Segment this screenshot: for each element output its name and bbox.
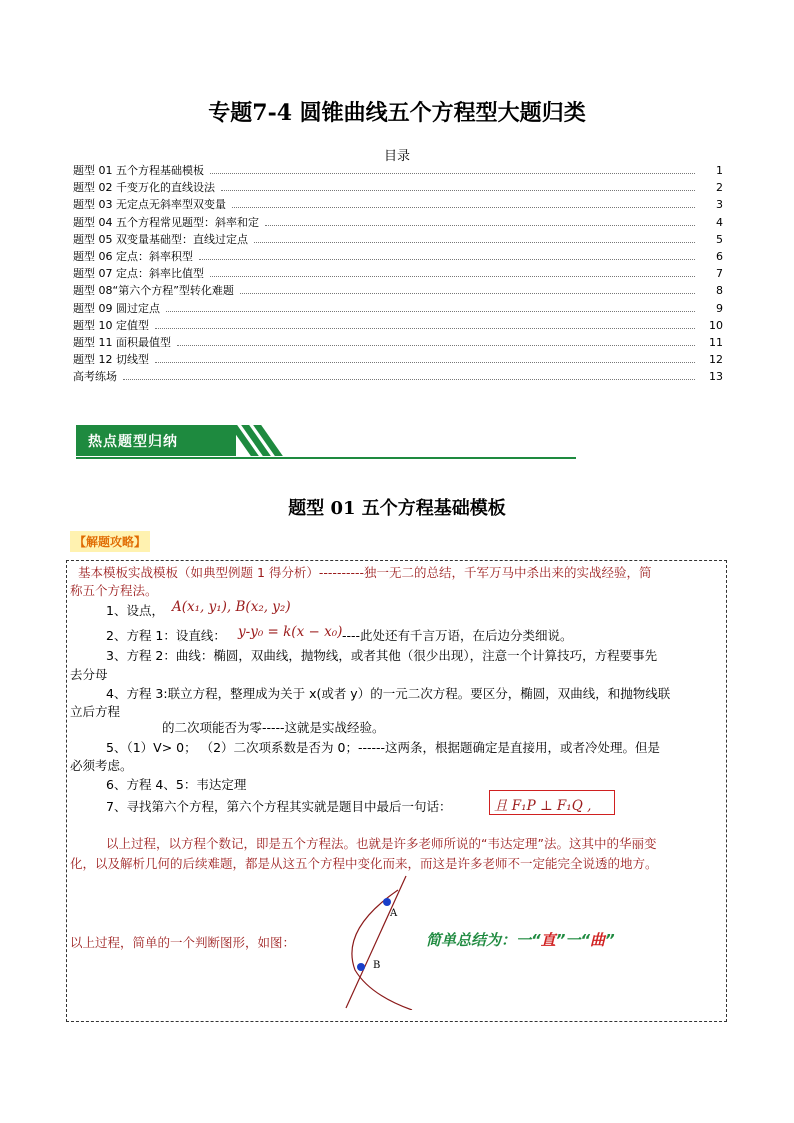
toc-entry-page: 5 <box>716 232 723 246</box>
toc-entry-page: 4 <box>716 215 723 229</box>
intersection-point-a <box>383 898 391 906</box>
step-5-line-1: 5、（1）V> 0； （2）二次项系数是否为 0；------这两条，根据题确定是直接用，或者冷处理。但是 <box>106 740 661 755</box>
toc-entry[interactable] <box>73 334 723 351</box>
toc-leader-dots <box>265 225 695 226</box>
toc-entry-label: 题型 08“第六个方程”型转化难题 <box>73 284 234 298</box>
toc-entry-label: 题型 06 定点：斜率积型 <box>73 249 193 263</box>
toc-entry-page: 8 <box>716 284 723 298</box>
point-b-label: B <box>373 960 381 971</box>
toc-entry-label: 题型 01 五个方程基础模板 <box>73 164 204 177</box>
toc-leader-dots <box>210 276 695 277</box>
toc-entry-label: 题型 03 无定点无斜率型双变量 <box>73 198 226 212</box>
toc-leader-dots <box>240 293 695 294</box>
summary-text <box>426 929 615 950</box>
summary-prefix: 简单总结为：一“ <box>426 931 541 949</box>
intersection-point-b <box>357 963 365 971</box>
secant-line <box>346 876 406 1008</box>
summary-curve: 曲 <box>590 931 606 949</box>
toc-entry-page: 1 <box>716 164 723 177</box>
document-title: 专题7-4 圆锥曲线五个方程型大题归类 <box>208 100 586 126</box>
toc-leader-dots <box>232 207 695 208</box>
toc-entry[interactable] <box>73 179 723 196</box>
toc-entry[interactable] <box>73 282 723 299</box>
hot-topics-banner <box>76 425 576 459</box>
step-3-line-1: 3、方程 2：曲线：椭圆，双曲线，抛物线，或者其他（很少出现），注意一个计算技巧，方程要事先 <box>106 648 658 663</box>
summary-suffix: ” <box>605 931 615 949</box>
toc-entry-label: 题型 09 圆过定点 <box>73 301 160 315</box>
step-1-formula: A(x₁, y₁), B(x₂, y₂) <box>172 599 291 615</box>
toc-entry-label: 高考练场 <box>73 370 117 384</box>
toc-leader-dots <box>210 173 695 174</box>
toc-entry[interactable] <box>73 162 723 179</box>
toc-leader-dots <box>155 362 695 363</box>
toc-entry-label: 题型 11 面积最值型 <box>73 335 171 349</box>
toc-entry[interactable] <box>73 368 723 385</box>
toc-entry-label: 题型 07 定点：斜率比值型 <box>73 267 204 281</box>
toc-entry-page: 3 <box>716 198 723 212</box>
section-title: 题型 01 五个方程基础模板 <box>288 498 506 519</box>
toc-entry-label: 题型 05 双变量基础型：直线过定点 <box>73 232 248 246</box>
toc-entry[interactable] <box>73 300 723 317</box>
toc-entry-page: 11 <box>709 335 723 349</box>
toc-heading: 目录 <box>383 149 410 164</box>
banner-text: 热点题型归纳 <box>88 434 178 450</box>
toc-entry-label: 题型 10 定值型 <box>73 318 149 332</box>
summary-straight: 直 <box>540 931 556 949</box>
step-2-label: 2、方程 1：设直线： <box>106 628 226 643</box>
step-7-label: 7、寻找第六个方程，第六个方程其实就是题目中最后一句话： <box>106 799 452 814</box>
toc-entry[interactable] <box>73 231 723 248</box>
step-5-line-2: 必须考虑。 <box>70 758 133 773</box>
intro-line-1: 基本模板实战模板（如典型例题 1 得分析）----------独一无二的总结，千军万马中杀出来的实战经验，简 <box>78 565 652 580</box>
step-4-line-3: 的二次项能否为零-----这就是实战经验。 <box>162 720 385 735</box>
step-3-line-2: 去分母 <box>70 667 108 682</box>
toc-entry-label: 题型 02 千变万化的直线设法 <box>73 181 215 195</box>
toc-entry-page: 12 <box>709 353 723 367</box>
line-curve-figure <box>340 870 420 1010</box>
toc-entry-page: 9 <box>716 301 723 315</box>
point-a-label: A <box>390 908 398 919</box>
step-4-line-2: 立后方程 <box>70 704 121 719</box>
banner-underline <box>76 457 576 459</box>
toc-leader-dots <box>177 345 695 346</box>
conclusion-line-2: 化，以及解析几何的后续难题，都是从这五个方程中变化而来，而这是许多老师不一定能完全说透的地方。 <box>70 856 658 871</box>
toc-entry-page: 7 <box>716 267 723 281</box>
step-2-formula: y-y₀ = k(x − x₀) <box>238 624 343 640</box>
intro-line-2: 称五个方程法。 <box>70 583 158 598</box>
step-4-line-1: 4、方程 3:联立方程，整理成为关于 x(或者 y）的一元二次方程。要区分，椭圆，双曲线，和抛物线联 <box>106 686 671 701</box>
toc-entry-page: 10 <box>709 318 723 332</box>
step-7-formula: 且 F₁P ⊥ F₁Q , <box>494 798 592 814</box>
toc-entry[interactable] <box>73 265 723 282</box>
toc-entry[interactable] <box>73 196 723 213</box>
toc-entry[interactable] <box>73 248 723 265</box>
figure-caption: 以上过程，简单的一个判断图形，如图： <box>70 935 296 950</box>
step-6: 6、方程 4、5：韦达定理 <box>106 777 247 792</box>
toc-entry[interactable] <box>73 351 723 368</box>
toc-entry-label: 题型 12 切线型 <box>73 353 149 367</box>
toc-leader-dots <box>123 379 695 380</box>
toc-entry-label: 题型 04 五个方程常见题型：斜率和定 <box>73 215 259 229</box>
toc-leader-dots <box>199 259 695 260</box>
summary-mid: ”一“ <box>555 931 591 949</box>
toc-leader-dots <box>155 328 695 329</box>
conclusion-line-1: 以上过程，以方程个数记，即是五个方程法。也就是许多老师所说的“韦达定理”法。这其中的华丽变 <box>106 836 657 851</box>
toc-entry-page: 6 <box>716 249 723 263</box>
table-of-contents <box>73 162 723 385</box>
step-2-tail: ----此处还有千言万语，在后边分类细说。 <box>342 628 573 643</box>
toc-entry-page: 2 <box>716 181 723 195</box>
toc-leader-dots <box>254 242 695 243</box>
toc-entry[interactable] <box>73 214 723 231</box>
toc-leader-dots <box>221 190 695 191</box>
step-1-label: 1、设点， <box>106 603 164 618</box>
toc-entry[interactable] <box>73 317 723 334</box>
toc-entry-page: 13 <box>709 370 723 384</box>
toc-leader-dots <box>166 311 695 312</box>
conic-curve <box>352 890 412 1010</box>
strategy-label: 【解题攻略】 <box>70 531 150 552</box>
